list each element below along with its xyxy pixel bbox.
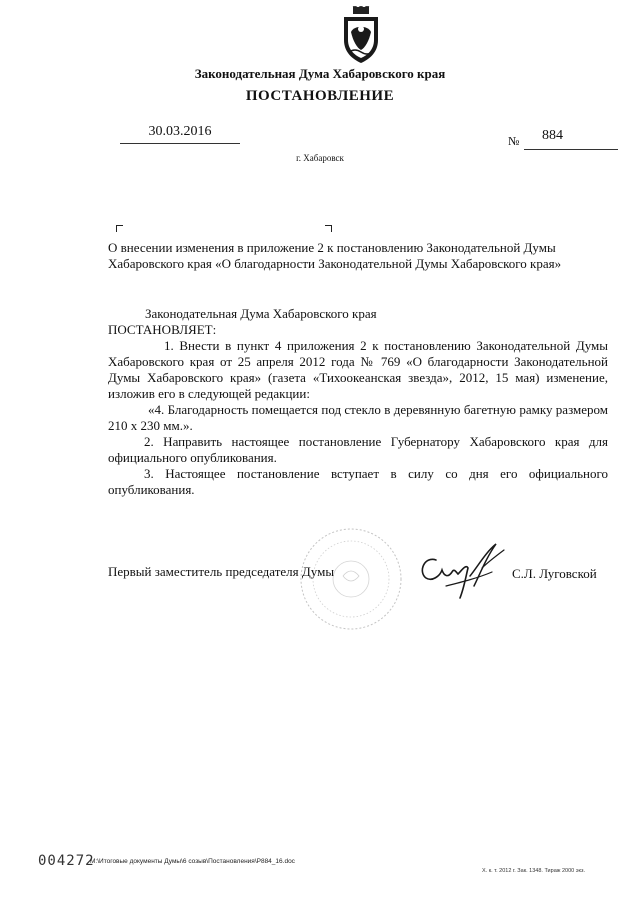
subject-corner-left (116, 225, 123, 232)
document-body (108, 338, 608, 498)
signatory-name: С.Л. Луговской (512, 566, 597, 581)
document-type: ПОСТАНОВЛЕНИЕ (245, 88, 395, 104)
handwritten-signature-icon (416, 542, 508, 602)
file-path: М:\Итоговые документы Думы\6 созыв\Постановления\P884_16.doc (90, 858, 295, 865)
body-item-2: 2. Направить настоящее постановление Губернатору Хабаровского края для официального опубликования. (108, 434, 608, 465)
decree-verb: ПОСТАНОВЛЯЕТ: (108, 322, 217, 337)
document-subject: О внесении изменения в приложение 2 к постановлению Законодательной Думы Хабаровского края «О благодарности Законодательной Думы Хабаровского края» (108, 240, 562, 271)
body-item-3: 3. Настоящее постановление вступает в силу со дня его официального опубликования. (108, 466, 608, 497)
signatory-title: Первый заместитель председателя Думы (108, 564, 335, 579)
subject-corner-right (325, 225, 332, 232)
number-sign: № (508, 134, 520, 148)
coat-of-arms-icon (338, 6, 384, 64)
print-info: Х. к. т. 2012 г. Зак. 1348. Тираж 2000 экз. (482, 868, 586, 874)
document-number: 884 (542, 128, 563, 143)
registration-number: 004272 (38, 853, 95, 869)
organization-name: Законодательная Дума Хабаровского края (194, 66, 446, 81)
date-underline (120, 143, 240, 144)
number-underline (524, 149, 618, 150)
city: г. Хабаровск (296, 153, 344, 163)
body-item-1: 1. Внести в пункт 4 приложения 2 к постановлению Законодательной Думы Хабаровского края от 25 апреля 2012 года № 769 «О благодарности Законодательной Думы Хабаровского края» (газета «Тихоокеанская звезда», 2012, 15 мая) изменение, изложив его в следующей редакции: (108, 338, 608, 401)
decree-intro: Законодательная Дума Хабаровского края (145, 306, 377, 321)
document-date: 30.03.2016 (148, 124, 212, 139)
body-item-1-quote: «4. Благодарность помещается под стекло в деревянную багетную рамку размером 210 х 230 мм.». (108, 402, 608, 433)
date-field (120, 124, 240, 144)
